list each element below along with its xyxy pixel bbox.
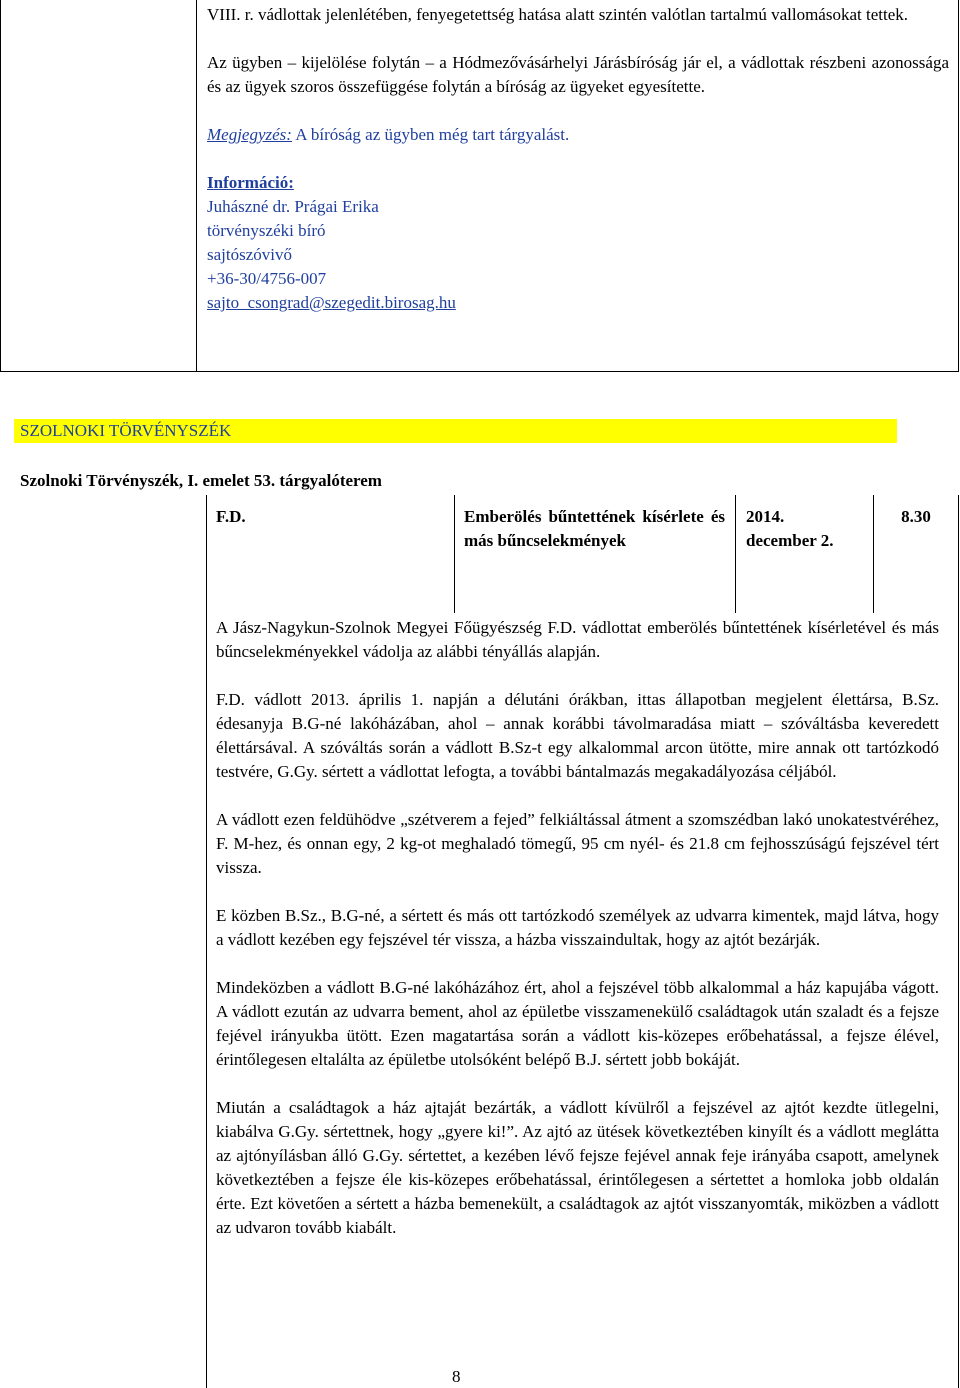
top-cell [207,3,949,315]
contact-phone[interactable]: +36-30/4756-007 [207,269,327,288]
paragraph: A vádlott ezen feldühödve „szétverem a fejed” felkiáltással átment a szomszédban lakó unokatestvéréhez, F. M-hez, és onnan egy, 2 kg-ot meghaladó tömegű, 95 cm nyél- és 21.8 cm fejhosszúságú fejszével tért vissza. [216,810,939,877]
note [207,123,949,147]
paragraph: VIII. r. vádlottak jelenlétében, fenyegetettség hatása alatt szintén valótlan tartalmú vallomásokat tettek. [207,5,908,24]
case-border-2 [735,495,736,613]
table-border-left [0,0,1,371]
note-text: A bíróság az ügyben még tart tárgyalást. [291,125,570,144]
case-time: 8.30 [901,507,931,526]
table-border-right [958,0,959,371]
case-border-right [958,495,959,1388]
contact-name: Juhászné dr. Prágai Erika [207,197,379,216]
page-number: 8 [452,1367,461,1386]
paragraph: Miután a családtagok a ház ajtaját bezárták, a vádlott kívülről a fejszével az ajtót kezdte ütlegelni, kiabálva G.Gy. sértettnek, hogy „gyere ki!”. Az ajtó az ütések következtében kinyílt és a vádlott meglátta az ajtónyílásban álló G.Gy. sértettet, a kezében lévő fejsze fejével annak feje irányába csapott, amelynek következtében a fejsze éle kis-közepes erőbehatással, érintőlegesen a sértettet a homloka jobb oldalán érte. Ezt követően a sértett a házba bemenekült, a családtagok az ajtót visszanyomták, miközben a vádlott az udvaron tovább kiabált. [216,1098,939,1237]
paragraph: F.D. vádlott 2013. április 1. napján a délutáni órákban, ittas állapotban megjelent élettársa, B.Sz. édesanyja B.G-né lakóházában, ahol – annak korábbi távolmaradása miatt – szóváltásba keveredett élettársával. A szóváltás során a vádlott B.Sz-t egy alkalommal arcon ütötte, mire annak ott tartózkodó testvére, G.Gy. sértett a vádlottat lefogta, a további bántalmazás megakadályozása céljából. [216,690,939,781]
court-heading-text: SZOLNOKI TÖRVÉNYSZÉK [20,421,232,440]
case-charge: Emberölés bűntettének kísérlete és más bűncselekmények [464,507,725,550]
paragraph: Mindeközben a vádlott B.G-né lakóházához ért, ahol a fejszével több alkalommal a ház kapujába vágott. A vádlott ezután az udvarra bement, ahol az épületbe visszamenekülő családtagok után szaladt és a fejsze fejével irányukba ütött. Ezen magatartása során a vádlott kis-közepes erőbehatással, a fejsze élével, érintőlegesen eltalálta az épületbe utolsóként belépő B.J. sértett jobb bokáját. [216,978,939,1069]
table-border-mid [196,0,197,371]
paragraph: A Jász-Nagykun-Szolnok Megyei Főügyészség F.D. vádlottat emberölés bűntettének kísérletével és más bűncselekményekkel vádolja az alábbi tényállás alapján. [216,618,939,661]
contact-block [207,171,949,315]
case-border-1 [454,495,455,613]
court-heading [14,419,897,443]
case-defendant: F.D. [216,507,246,526]
paragraph: E közben B.Sz., B.G-né, a sértett és más ott tartózkodó személyek az udvarra kimentek, majd látva, hogy a vádlott kezében egy fejszével tér vissza, a házba visszaindultak, hogy az ajtót bezárják. [216,906,939,949]
case-border-3 [873,495,874,613]
court-location: Szolnoki Törvényszék, I. emelet 53. tárgyalóterem [20,471,382,490]
note-label: Megjegyzés: [207,125,292,144]
case-body [216,616,939,1240]
info-label: Információ: [207,173,294,192]
case-border-left [206,495,207,1388]
contact-role: törvényszéki bíró [207,221,326,240]
contact-email-link[interactable]: sajto_csongrad@szegedit.birosag.hu [207,293,456,312]
paragraph: Az ügyben – kijelölése folytán – a Hódmezővásárhelyi Járásbíróság jár el, a vádlottak részbeni azonossága és az ügyek szoros összefüggése folytán a bíróság az ügyeket egyesítette. [207,53,949,96]
case-date: 2014. december 2. [746,507,834,550]
table-border-bottom [0,371,959,372]
contact-title: sajtószóvivő [207,245,292,264]
